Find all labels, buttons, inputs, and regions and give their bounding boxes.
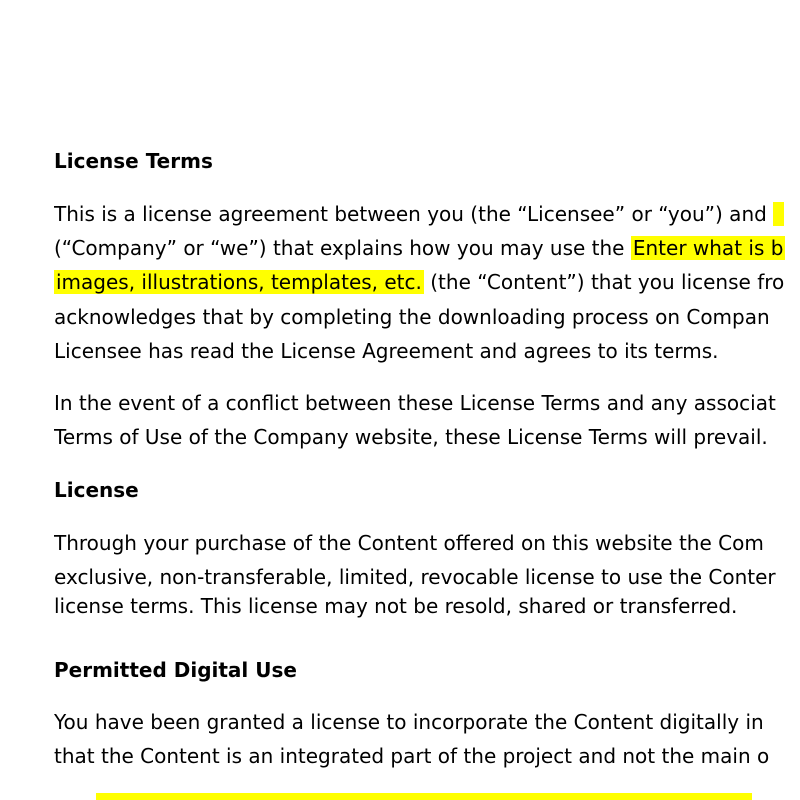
highlighted-placeholder-cut-off (96, 793, 752, 800)
paragraph-line: You have been granted a license to incorporate the Content digitally in (54, 710, 764, 734)
text-segment: (“Company” or “we”) that explains how you may use the (54, 236, 631, 260)
document-page (54, 0, 800, 800)
paragraph-line: Through your purchase of the Content offered on this website the Com (54, 531, 764, 555)
paragraph-line (54, 200, 784, 228)
paragraph-line: acknowledges that by completing the downloading process on Compan (54, 305, 770, 329)
heading-license-terms: License Terms (54, 149, 213, 173)
paragraph-line: Terms of Use of the Company website, these License Terms will prevail. (54, 425, 768, 449)
heading-permitted-digital-use: Permitted Digital Use (54, 658, 297, 682)
highlighted-placeholder (773, 202, 783, 226)
highlighted-placeholder: Enter what is b (632, 236, 784, 260)
paragraph-line: Licensee has read the License Agreement and agrees to its terms. (54, 339, 719, 363)
heading-license: License (54, 478, 139, 502)
paragraph-line (54, 234, 785, 262)
text-segment: (the “Content”) that you license fro (423, 270, 785, 294)
paragraph-line: license terms. This license may not be resold, shared or transferred. (54, 594, 738, 618)
text-segment: This is a license agreement between you (the “Licensee” or “you”) and (54, 202, 767, 226)
paragraph-line: exclusive, non-transferable, limited, revocable license to use the Conter (54, 565, 776, 589)
highlighted-placeholder: images, illustrations, templates, etc. (56, 270, 422, 294)
paragraph-line (54, 268, 784, 296)
paragraph-line: that the Content is an integrated part of the project and not the main o (54, 744, 770, 768)
paragraph-line: In the event of a conflict between these License Terms and any associat (54, 391, 776, 415)
